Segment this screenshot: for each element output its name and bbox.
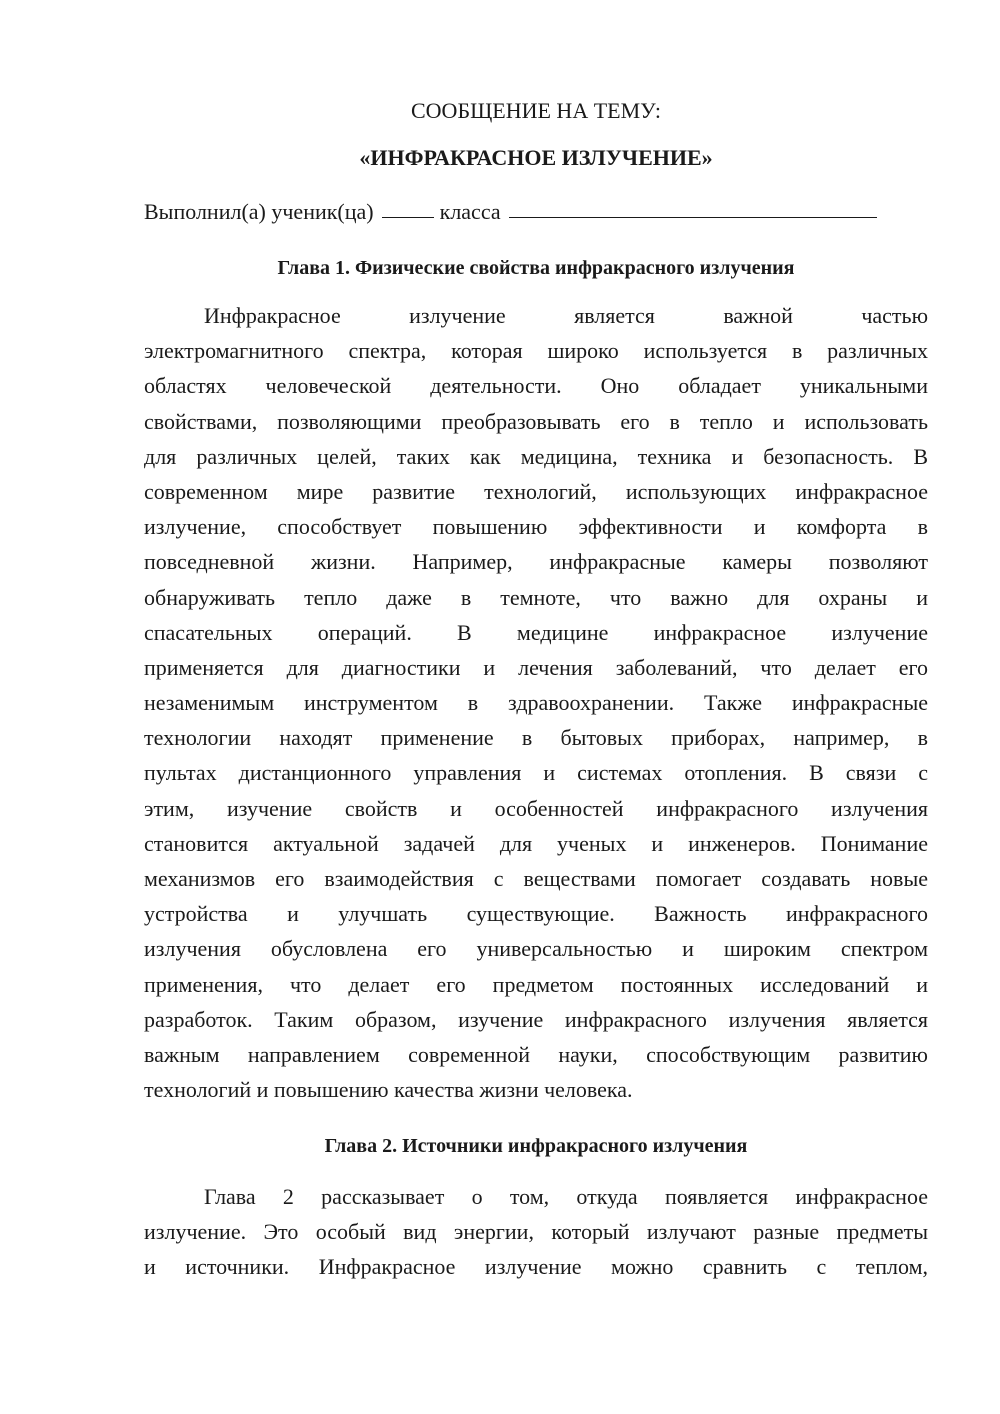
- paragraph-line: разработок. Таким образом, изучение инфракрасного излучения является: [144, 1006, 928, 1032]
- paragraph-line: излучения обусловлена его универсальностью и широким спектром: [144, 936, 928, 962]
- class-number-blank: [382, 197, 434, 218]
- document-title-line-2: «ИНФРАКРАСНОЕ ИЗЛУЧЕНИЕ»: [359, 145, 713, 170]
- chapter-1-paragraph: [144, 298, 928, 1107]
- paragraph-line: современном мире развитие технологий, использующих инфракрасное: [144, 478, 928, 504]
- paragraph-line: незаменимым инструментом в здравоохранении. Также инфракрасные: [144, 690, 928, 716]
- paragraph-line: электромагнитного спектра, которая широко используется в различных: [144, 338, 928, 364]
- paragraph-line: повседневной жизни. Например, инфракрасные камеры позволяют: [144, 549, 928, 575]
- paragraph-line: излучение, способствует повышению эффективности и комфорта в: [144, 514, 928, 540]
- author-line: [144, 198, 877, 226]
- paragraph-line: механизмов его взаимодействия с веществами помогает создавать новые: [144, 866, 928, 891]
- paragraph-line: Инфракрасное излучение является важной частью: [204, 303, 928, 328]
- paragraph-line: становится актуальной задачей для ученых и инженеров. Понимание: [144, 830, 928, 856]
- document-title-line-1: СООБЩЕНИЕ НА ТЕМУ:: [411, 98, 661, 123]
- paragraph-line: применения, что делает его предметом постоянных исследований и: [144, 971, 928, 997]
- paragraph-line: технологии находят применение в бытовых приборах, например, в: [144, 725, 928, 751]
- paragraph-line: излучение. Это особый вид энергии, который излучают разные предметы: [144, 1219, 928, 1245]
- paragraph-line: важным направлением современной науки, способствующим развитию: [144, 1041, 928, 1067]
- paragraph-line: спасательных операций. В медицине инфракрасное излучение: [144, 619, 928, 645]
- paragraph-line: этим, изучение свойств и особенностей инфракрасного излучения: [144, 795, 928, 821]
- paragraph-line: для различных целей, таких как медицина, техника и безопасность. В: [144, 443, 928, 469]
- paragraph-line: свойствами, позволяющими преобразовывать его в тепло и использовать: [144, 408, 928, 434]
- paragraph-line: применяется для диагностики и лечения заболеваний, что делает его: [144, 654, 928, 680]
- paragraph-line: Глава 2 рассказывает о том, откуда появляется инфракрасное: [204, 1184, 928, 1209]
- author-middle: класса: [439, 199, 501, 224]
- paragraph-line: пультах дистанционного управления и системах отопления. В связи с: [144, 760, 928, 786]
- paragraph-line: устройства и улучшать существующие. Важность инфракрасного: [144, 901, 928, 927]
- student-name-blank: [509, 197, 877, 218]
- paragraph-line: обнаруживать тепло даже в темноте, что важно для охраны и: [144, 584, 928, 610]
- paragraph-line: областях человеческой деятельности. Оно обладает уникальными: [144, 373, 928, 399]
- paragraph-line: технологий и повышению качества жизни человека.: [144, 1077, 633, 1103]
- author-prefix: Выполнил(а) ученик(ца): [144, 199, 374, 224]
- chapter-2-heading: Глава 2. Источники инфракрасного излучения: [324, 1135, 748, 1157]
- chapter-1-heading: Глава 1. Физические свойства инфракрасного излучения: [277, 257, 795, 279]
- chapter-2-paragraph: [144, 1179, 928, 1285]
- paragraph-line: и источники. Инфракрасное излучение можно сравнить с теплом,: [144, 1254, 928, 1280]
